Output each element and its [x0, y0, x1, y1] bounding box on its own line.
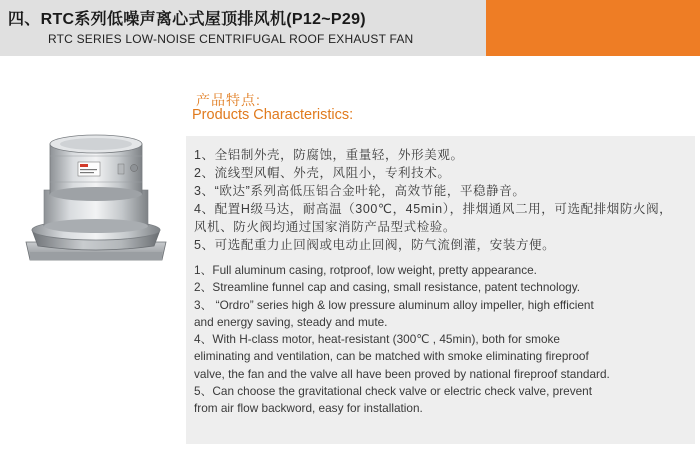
list-item: 1、全铝制外壳，防腐蚀，重量轻，外形美观。 [194, 148, 464, 162]
section-title-cn: 四、RTC系列低噪声离心式屋顶排风机(P12~P29) [8, 11, 366, 28]
characteristics-label-en: Products Characteristics: [192, 107, 354, 123]
characteristics-list-en [194, 262, 690, 418]
list-item: valve, the fan and the valve all have been proved by national fireproof standard. [194, 366, 610, 381]
list-item: 2、Streamline funnel cap and casing, small resistance, patent technology. [194, 280, 581, 295]
characteristics-panel [186, 136, 695, 444]
characteristics-list-cn [194, 146, 692, 254]
list-item: 3、“欧达”系列高低压铝合金叶轮，高效节能，平稳静音。 [194, 184, 526, 198]
list-item: 2、流线型风帽、外壳，风阻小，专利技术。 [194, 166, 451, 180]
list-item: 5、Can choose the gravitational check valve or electric check valve, prevent [194, 384, 593, 399]
list-item: 4、配置H级马达，耐高温（300℃，45min），排烟通风二用，可选配排烟防火阀， [194, 202, 673, 216]
list-item: 风机、防火阀均通过国家消防产品型式检验。 [194, 220, 457, 234]
list-item: 1、Full aluminum casing, rotproof, low weight, pretty appearance. [194, 263, 537, 277]
list-item: eliminating and ventilation, can be matched with smoke eliminating fireproof [194, 349, 589, 364]
section-title-en: RTC SERIES LOW-NOISE CENTRIFUGAL ROOF EXHAUST FAN [48, 32, 414, 46]
list-item: 4、With H-class motor, heat-resistant (300℃ , 45min), both for smoke [194, 332, 560, 347]
list-item: from air flow backword, easy for installation. [194, 401, 423, 416]
header-bar [0, 0, 700, 56]
list-item: and energy saving, steady and mute. [194, 314, 388, 329]
characteristics-label-cn: 产品特点: [196, 92, 261, 108]
list-item: 3、 “Ordro” series high & low pressure aluminum alloy impeller, high efficient [194, 297, 594, 312]
header-orange-block [486, 0, 700, 56]
list-item: 5、可选配重力止回阀或电动止回阀，防气流倒灌，安装方便。 [194, 238, 556, 252]
roof-exhaust-fan-photo [22, 126, 170, 266]
